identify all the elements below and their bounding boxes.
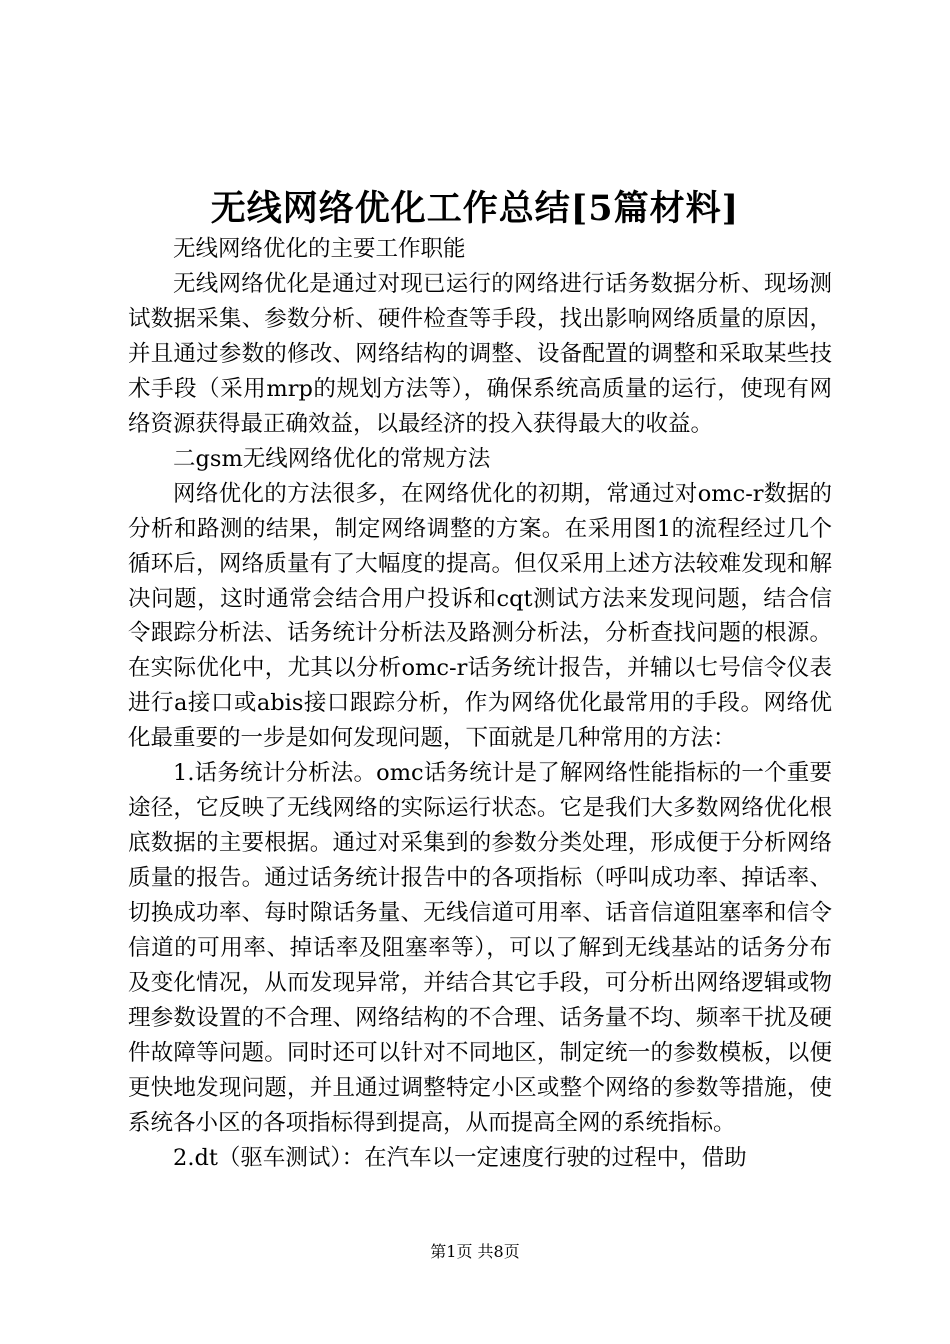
paragraph-section-heading-2: 二gsm无线网络优化的常规方法 xyxy=(173,445,491,472)
page-number-footer: 第1页 共8页 xyxy=(430,1242,520,1261)
document-title: 无线网络优化工作总结[5篇材料] xyxy=(210,188,740,229)
paragraph-section-heading-1: 无线网络优化的主要工作职能 xyxy=(173,236,466,262)
paragraph-optimization-definition: 无线网络优化是通过对现已运行的网络进行话务数据分析、现场测试数据采集、参数分析、硬件检查等手段，找出影响网络质量的原因，并且通过参数的修改、网络结构的调整、设备配置的调整和采取某些技术手段（采用mrp的规划方法等），确保系统高质量的运行，使现有网络资源获得最正确效益，以最经济的投入获得最大的收益。 xyxy=(128,270,832,437)
paragraph-drive-test-method: 2.dt（驱车测试）：在汽车以一定速度行驶的过程中，借助 xyxy=(173,1144,747,1171)
document-body xyxy=(128,232,832,1176)
paragraph-optimization-methods: 网络优化的方法很多，在网络优化的初期，常通过对omc-r数据的分析和路测的结果，制定网络调整的方案。在采用图1的流程经过几个循环后，网络质量有了大幅度的提高。但仅采用上述方法较难发现和解决问题，这时通常会结合用户投诉和cqt测试方法来发现问题，结合信令跟踪分析法、话务统计分析法及路测分析法，分析查找问题的根源。在实际优化中，尤其以分析omc-r话务统计报告，并辅以七号信令仪表进行a接口或abis接口跟踪分析，作为网络优化最常用的手段。网络优化最重要的一步是如何发现问题，下面就是几种常用的方法： xyxy=(128,480,832,752)
paragraph-traffic-statistics-method: 1.话务统计分析法。omc话务统计是了解网络性能指标的一个重要途径，它反映了无线网络的实际运行状态。它是我们大多数网络优化根底数据的主要根据。通过对采集到的参数分类处理，形成便于分析网络质量的报告。通过话务统计报告中的各项指标（呼叫成功率、掉话率、切换成功率、每时隙话务量、无线信道可用率、话音信道阻塞率和信令信道的可用率、掉话率及阻塞率等），可以了解到无线基站的话务分布及变化情况，从而发现异常，并结合其它手段，可分析出网络逻辑或物理参数设置的不合理、网络结构的不合理、话务量不均、频率干扰及硬件故障等问题。同时还可以针对不同地区，制定统一的参数模板，以便更快地发现问题，并且通过调整特定小区或整个网络的参数等措施，使系统各小区的各项指标得到提高，从而提高全网的系统指标。 xyxy=(128,760,832,1136)
